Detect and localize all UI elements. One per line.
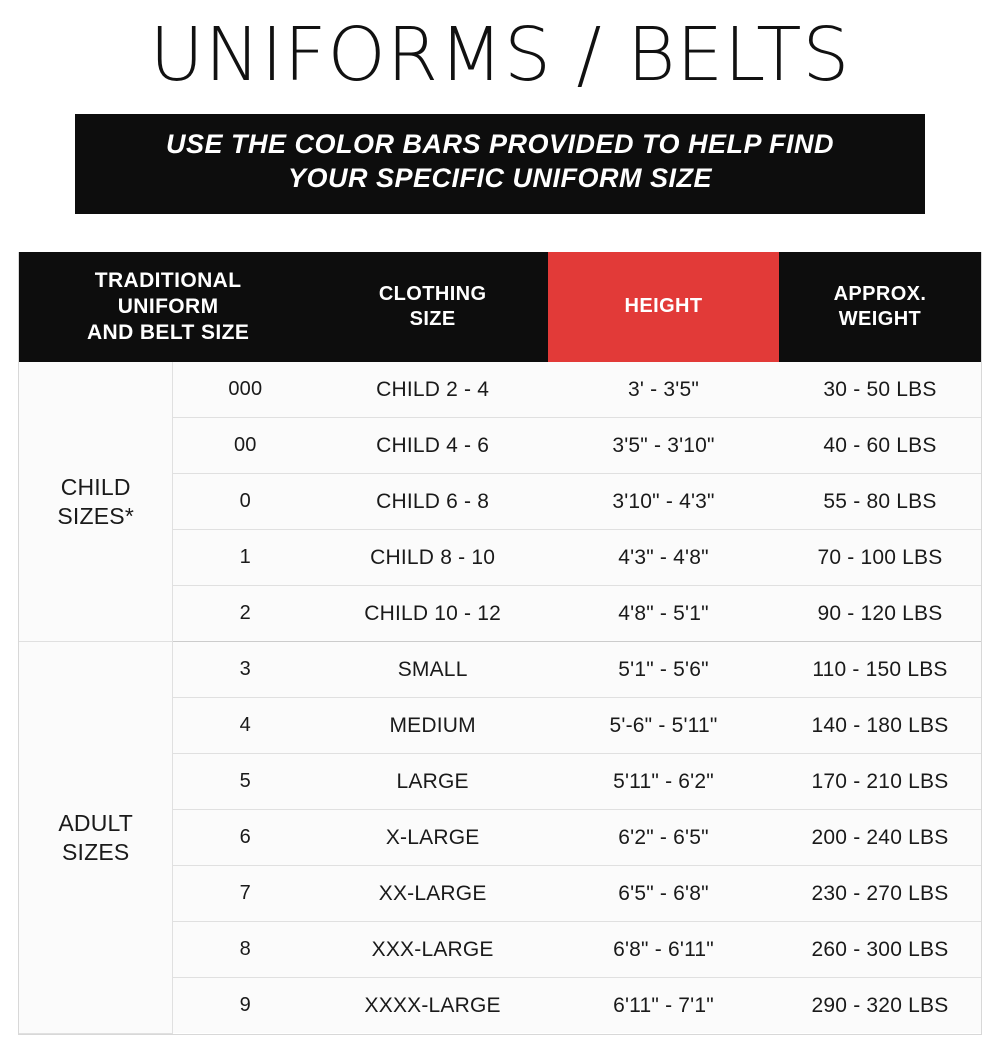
banner-line-1: USE THE COLOR BARS PROVIDED TO HELP FIND [165, 129, 835, 159]
cell-size: 00 [173, 418, 317, 474]
cell-weight: 55 - 80 LBS [779, 474, 981, 530]
cell-clothing: XXXX-LARGE [317, 978, 548, 1034]
cell-height: 6'8" - 6'11" [548, 922, 779, 978]
cell-height: 3'10" - 4'3" [548, 474, 779, 530]
table-row [19, 642, 981, 698]
cell-height: 6'5" - 6'8" [548, 866, 779, 922]
header-height: HEIGHT [548, 252, 779, 363]
cell-height: 3' - 3'5" [548, 362, 779, 418]
table-header [19, 252, 981, 363]
cell-size: 6 [173, 810, 317, 866]
cell-size: 1 [173, 530, 317, 586]
instruction-banner [75, 114, 925, 214]
header-weight: APPROX. WEIGHT [779, 252, 981, 363]
cell-size: 4 [173, 698, 317, 754]
cell-weight: 170 - 210 LBS [779, 754, 981, 810]
cell-height: 3'5" - 3'10" [548, 418, 779, 474]
cell-height: 5'1" - 5'6" [548, 642, 779, 698]
header-clothing-size: CLOTHING SIZE [317, 252, 548, 363]
cell-size: 3 [173, 642, 317, 698]
cell-height: 4'8" - 5'1" [548, 586, 779, 642]
cell-size: 9 [173, 978, 317, 1034]
size-table [19, 252, 981, 1034]
cell-clothing: MEDIUM [317, 698, 548, 754]
cell-weight: 70 - 100 LBS [779, 530, 981, 586]
group-label-child: CHILD SIZES* [19, 362, 173, 642]
cell-clothing: CHILD 6 - 8 [317, 474, 548, 530]
cell-height: 5'-6" - 5'11" [548, 698, 779, 754]
table-body [19, 362, 981, 1033]
header-traditional-size: TRADITIONAL UNIFORM AND BELT SIZE [19, 252, 317, 363]
cell-height: 6'11" - 7'1" [548, 978, 779, 1034]
cell-clothing: XXX-LARGE [317, 922, 548, 978]
cell-clothing: SMALL [317, 642, 548, 698]
size-table-wrapper [18, 252, 982, 1035]
cell-height: 6'2" - 6'5" [548, 810, 779, 866]
group-label-adult: ADULT SIZES [19, 642, 173, 1034]
cell-clothing: X-LARGE [317, 810, 548, 866]
cell-clothing: CHILD 4 - 6 [317, 418, 548, 474]
cell-height: 4'3" - 4'8" [548, 530, 779, 586]
cell-weight: 40 - 60 LBS [779, 418, 981, 474]
cell-weight: 200 - 240 LBS [779, 810, 981, 866]
cell-weight: 30 - 50 LBS [779, 362, 981, 418]
cell-weight: 110 - 150 LBS [779, 642, 981, 698]
cell-weight: 230 - 270 LBS [779, 866, 981, 922]
cell-size: 0 [173, 474, 317, 530]
table-row [19, 362, 981, 418]
cell-weight: 90 - 120 LBS [779, 586, 981, 642]
cell-clothing: CHILD 8 - 10 [317, 530, 548, 586]
cell-clothing: CHILD 2 - 4 [317, 362, 548, 418]
cell-weight: 290 - 320 LBS [779, 978, 981, 1034]
cell-weight: 140 - 180 LBS [779, 698, 981, 754]
cell-size: 5 [173, 754, 317, 810]
cell-size: 000 [173, 362, 317, 418]
cell-size: 8 [173, 922, 317, 978]
cell-size: 2 [173, 586, 317, 642]
cell-height: 5'11" - 6'2" [548, 754, 779, 810]
cell-clothing: XX-LARGE [317, 866, 548, 922]
cell-clothing: CHILD 10 - 12 [317, 586, 548, 642]
cell-weight: 260 - 300 LBS [779, 922, 981, 978]
cell-clothing: LARGE [317, 754, 548, 810]
page-title: UNIFORMS / BELTS [149, 12, 851, 98]
banner-line-2: YOUR SPECIFIC UNIFORM SIZE [287, 162, 713, 193]
cell-size: 7 [173, 866, 317, 922]
